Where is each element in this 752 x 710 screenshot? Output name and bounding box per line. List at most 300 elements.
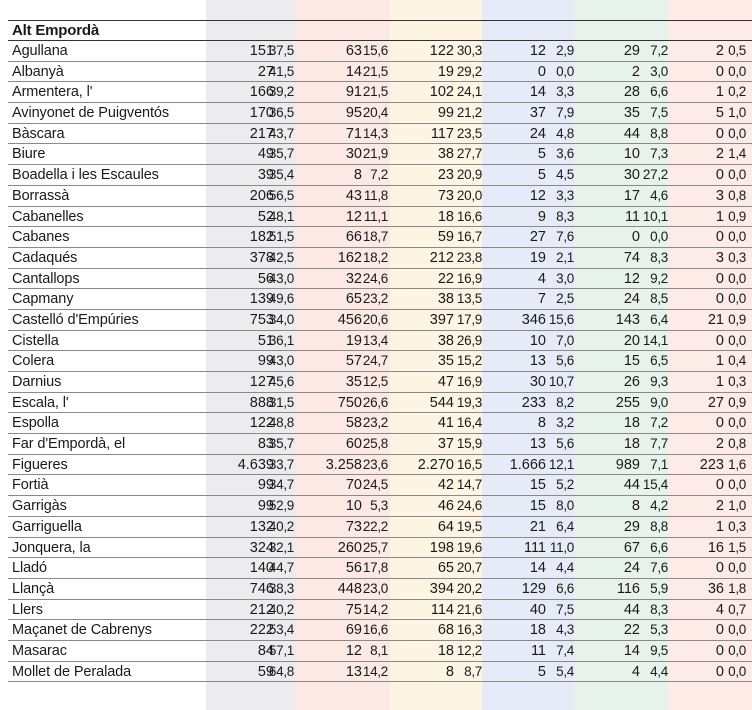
percent-cell: 43,7 (268, 125, 294, 141)
votes-cell: 43 (345, 187, 362, 204)
municipality-name: Avinyonet de Puigventós (12, 105, 170, 122)
table-row (8, 600, 752, 621)
percent-cell: 35,7 (268, 436, 294, 452)
percent-cell: 24,7 (362, 353, 388, 369)
percent-cell: 7,9 (556, 105, 574, 121)
votes-cell: 122 (429, 43, 454, 59)
percent-cell: 6,4 (556, 518, 574, 534)
votes-cell: 7 (537, 291, 546, 308)
votes-cell: 35 (437, 353, 454, 370)
percent-cell: 1,0 (728, 105, 746, 121)
votes-cell: 44 (623, 125, 640, 142)
percent-cell: 13,5 (456, 291, 482, 307)
percent-cell: 1,4 (728, 146, 746, 162)
percent-cell: 7,4 (556, 642, 574, 658)
percent-cell: 20,6 (362, 311, 388, 327)
percent-cell: 7,6 (650, 560, 668, 576)
municipality-name: Agullana (12, 43, 68, 59)
votes-cell: 0 (715, 229, 724, 246)
votes-cell: 35 (623, 105, 640, 122)
votes-cell: 9 (537, 208, 546, 225)
votes-cell: 2 (715, 436, 724, 453)
percent-cell: 4,2 (650, 498, 668, 514)
table-row (8, 517, 752, 538)
votes-cell: 2 (715, 498, 724, 515)
votes-cell: 14 (529, 560, 546, 577)
percent-cell: 8,3 (650, 249, 668, 265)
votes-cell: 69 (345, 622, 362, 639)
municipality-name: Cistella (12, 332, 59, 349)
votes-cell: 71 (345, 125, 362, 142)
votes-cell: 18 (529, 622, 546, 639)
votes-cell: 13 (529, 353, 546, 370)
percent-cell: 0,3 (728, 249, 746, 265)
percent-cell: 1,0 (728, 498, 746, 514)
percent-cell: 8,5 (650, 291, 668, 307)
votes-cell: 0 (715, 167, 724, 184)
votes-cell: 59 (257, 663, 274, 680)
votes-cell: 0 (715, 63, 724, 80)
percent-cell: 0,5 (728, 43, 746, 58)
table-row (8, 641, 752, 662)
votes-cell: 29 (623, 43, 640, 59)
votes-cell: 27 (707, 394, 724, 411)
percent-cell: 24,5 (362, 477, 388, 493)
votes-cell: 753 (249, 311, 274, 328)
votes-cell: 47 (437, 374, 454, 390)
votes-cell: 66 (345, 229, 362, 246)
percent-cell: 1,5 (728, 539, 746, 555)
percent-cell: 4,8 (556, 125, 574, 141)
percent-cell: 12,2 (456, 642, 482, 658)
votes-cell: 260 (337, 539, 362, 556)
votes-cell: 18 (623, 436, 640, 453)
votes-cell: 41 (437, 415, 454, 432)
table-body (8, 41, 752, 682)
percent-cell: 32,1 (268, 539, 294, 555)
votes-cell: 212 (249, 601, 274, 618)
municipality-name: Armentera, l' (12, 84, 93, 101)
percent-cell: 27,2 (642, 167, 668, 183)
votes-cell: 151 (249, 43, 274, 59)
percent-cell: 39,2 (268, 84, 294, 100)
percent-cell: 20,0 (456, 187, 482, 203)
percent-cell: 0,8 (728, 187, 746, 203)
percent-cell: 5,3 (650, 622, 668, 638)
votes-cell: 116 (616, 580, 640, 597)
votes-cell: 39 (257, 167, 274, 184)
votes-cell: 129 (521, 580, 546, 597)
percent-cell: 8,8 (650, 125, 668, 141)
votes-cell: 217 (249, 125, 274, 142)
percent-cell: 5,3 (370, 498, 388, 514)
votes-cell: 42 (437, 477, 454, 494)
municipality-name: Espolla (12, 415, 59, 432)
votes-cell: 397 (429, 311, 454, 328)
table-row (8, 124, 752, 145)
percent-cell: 15,4 (642, 477, 668, 493)
votes-cell: 206 (249, 187, 274, 204)
table-row (8, 331, 752, 352)
percent-cell: 48,1 (268, 208, 294, 224)
percent-cell: 10,7 (548, 374, 574, 389)
votes-cell: 14 (345, 63, 362, 80)
municipality-name: Cantallops (12, 270, 80, 287)
votes-cell: 37 (529, 105, 546, 122)
table-row (8, 558, 752, 579)
votes-cell: 2.270 (417, 456, 454, 473)
percent-cell: 27,7 (456, 146, 482, 162)
table-row (8, 165, 752, 186)
percent-cell: 0,0 (728, 270, 746, 286)
percent-cell: 45,6 (268, 374, 294, 389)
percent-cell: 23,2 (362, 415, 388, 431)
percent-cell: 5,6 (556, 436, 574, 452)
votes-cell: 21 (707, 311, 724, 328)
votes-cell: 17 (623, 187, 640, 204)
percent-cell: 14,2 (362, 663, 388, 679)
votes-cell: 22 (623, 622, 640, 639)
votes-cell: 40 (529, 601, 546, 618)
votes-cell: 888 (249, 394, 274, 411)
votes-cell: 2 (715, 43, 724, 59)
votes-cell: 95 (345, 105, 362, 122)
table-row (8, 207, 752, 228)
percent-cell: 9,2 (650, 270, 668, 286)
votes-cell: 3.258 (325, 456, 362, 473)
percent-cell: 26,9 (456, 332, 482, 348)
percent-cell: 7,0 (556, 332, 574, 348)
percent-cell: 15,6 (548, 311, 574, 327)
percent-cell: 12,5 (362, 374, 388, 389)
votes-cell: 15 (529, 477, 546, 494)
votes-cell: 4.639 (237, 456, 274, 473)
votes-cell: 0 (715, 560, 724, 577)
votes-cell: 14 (623, 642, 640, 659)
votes-cell: 99 (257, 353, 274, 370)
votes-cell: 68 (437, 622, 454, 639)
percent-cell: 24,6 (456, 498, 482, 514)
percent-cell: 36,1 (268, 332, 294, 348)
percent-cell: 6,4 (650, 311, 668, 327)
percent-cell: 0,9 (728, 208, 746, 224)
percent-cell: 16,6 (456, 208, 482, 224)
percent-cell: 0,9 (728, 311, 746, 327)
percent-cell: 24,6 (362, 270, 388, 286)
percent-cell: 7,2 (650, 415, 668, 431)
votes-cell: 21 (529, 518, 546, 535)
votes-cell: 84 (257, 642, 274, 659)
table-row (8, 103, 752, 124)
percent-cell: 14,7 (456, 477, 482, 493)
table-row (8, 372, 752, 393)
percent-cell: 37,5 (268, 43, 294, 58)
municipality-name: Llançà (12, 580, 55, 597)
percent-cell: 1,6 (728, 456, 746, 472)
votes-cell: 74 (623, 249, 640, 266)
percent-cell: 19,3 (456, 394, 482, 410)
percent-cell: 2,1 (556, 249, 574, 265)
percent-cell: 16,5 (456, 456, 482, 472)
votes-cell: 64 (437, 518, 454, 535)
votes-cell: 0 (715, 125, 724, 142)
votes-cell: 15 (623, 353, 640, 370)
table-row (8, 351, 752, 372)
votes-cell: 3 (715, 249, 724, 266)
votes-cell: 83 (257, 436, 274, 453)
votes-cell: 10 (345, 498, 362, 515)
votes-cell: 11 (624, 208, 640, 225)
percent-cell: 12,1 (548, 456, 574, 472)
municipality-name: Capmany (12, 291, 74, 308)
votes-cell: 8 (537, 415, 546, 432)
votes-cell: 0 (715, 642, 724, 659)
percent-cell: 14,2 (362, 601, 388, 617)
percent-cell: 3,6 (556, 146, 574, 162)
municipality-name: Cabanelles (12, 208, 84, 225)
percent-cell: 21,9 (362, 146, 388, 162)
votes-cell: 29 (623, 518, 640, 535)
votes-cell: 44 (623, 477, 640, 494)
votes-cell: 51 (257, 332, 274, 349)
municipality-name: Bàscara (12, 125, 65, 142)
percent-cell: 15,6 (362, 43, 388, 58)
votes-cell: 56 (345, 560, 362, 577)
percent-cell: 10,1 (642, 208, 668, 224)
municipality-name: Fortià (12, 477, 49, 494)
percent-cell: 23,8 (456, 249, 482, 265)
percent-cell: 7,2 (650, 43, 668, 58)
votes-cell: 73 (437, 187, 454, 204)
percent-cell: 6,6 (650, 84, 668, 100)
percent-cell: 7,5 (650, 105, 668, 121)
percent-cell: 7,2 (370, 167, 388, 183)
percent-cell: 33,7 (268, 456, 294, 472)
votes-cell: 24 (623, 291, 640, 308)
municipality-name: Garriguella (12, 518, 82, 535)
percent-cell: 5,4 (556, 663, 574, 679)
percent-cell: 3,3 (556, 187, 574, 203)
percent-cell: 25,8 (362, 436, 388, 452)
votes-cell: 30 (345, 146, 362, 163)
percent-cell: 0,8 (728, 436, 746, 452)
municipality-name: Garrigàs (12, 498, 67, 515)
percent-cell: 8,3 (556, 208, 574, 224)
percent-cell: 16,3 (456, 622, 482, 638)
votes-cell: 59 (437, 229, 454, 246)
votes-cell: 26 (623, 374, 640, 390)
votes-cell: 394 (429, 580, 454, 597)
percent-cell: 0,0 (728, 291, 746, 307)
percent-cell: 0,3 (728, 374, 746, 389)
votes-cell: 91 (345, 84, 362, 101)
votes-cell: 0 (715, 270, 724, 287)
percent-cell: 0,0 (728, 642, 746, 658)
votes-cell: 70 (345, 477, 362, 494)
percent-cell: 3,0 (650, 63, 668, 79)
votes-cell: 5 (537, 167, 546, 184)
percent-cell: 4,3 (556, 622, 574, 638)
votes-cell: 1 (715, 208, 724, 225)
percent-cell: 8,0 (556, 498, 574, 514)
percent-cell: 0,9 (728, 394, 746, 410)
percent-cell: 43,0 (268, 353, 294, 369)
municipality-name: Borrassà (12, 187, 70, 204)
percent-cell: 16,9 (456, 270, 482, 286)
percent-cell: 0,0 (728, 125, 746, 141)
municipality-name: Llers (12, 601, 43, 618)
municipality-name: Darnius (12, 374, 62, 390)
votes-cell: 19 (529, 249, 546, 266)
percent-cell: 16,4 (456, 415, 482, 431)
table-row (8, 310, 752, 331)
table-row (8, 289, 752, 310)
percent-cell: 4,4 (650, 663, 668, 679)
table-row (8, 662, 752, 683)
table-row (8, 538, 752, 559)
votes-cell: 212 (429, 249, 454, 266)
table-row (8, 186, 752, 207)
votes-cell: 19 (437, 63, 454, 80)
table-row (8, 227, 752, 248)
percent-cell: 23,5 (456, 125, 482, 141)
percent-cell: 11,1 (363, 208, 388, 224)
votes-cell: 0 (537, 63, 546, 80)
votes-cell: 57 (345, 353, 362, 370)
votes-cell: 223 (699, 456, 724, 473)
votes-cell: 2 (631, 63, 640, 80)
votes-cell: 102 (429, 84, 454, 101)
votes-cell: 0 (631, 229, 640, 246)
votes-cell: 448 (337, 580, 362, 597)
percent-cell: 0,2 (728, 84, 746, 100)
votes-cell: 2 (715, 146, 724, 163)
divider (8, 20, 752, 21)
votes-cell: 99 (257, 498, 274, 515)
votes-cell: 73 (345, 518, 362, 535)
votes-cell: 15 (529, 498, 546, 515)
percent-cell: 41,5 (268, 63, 294, 79)
votes-cell: 18 (437, 642, 454, 659)
percent-cell: 8,3 (650, 601, 668, 617)
votes-cell: 58 (345, 415, 362, 432)
percent-cell: 0,0 (728, 415, 746, 431)
percent-cell: 13,4 (362, 332, 388, 348)
percent-cell: 16,9 (456, 374, 482, 389)
votes-cell: 46 (437, 498, 454, 515)
percent-cell: 31,5 (268, 394, 294, 410)
votes-cell: 143 (615, 311, 640, 328)
percent-cell: 0,0 (728, 229, 746, 245)
votes-cell: 24 (623, 560, 640, 577)
votes-cell: 162 (337, 249, 362, 266)
votes-cell: 140 (249, 560, 274, 577)
votes-cell: 324 (249, 539, 274, 556)
percent-cell: 8,7 (464, 663, 482, 679)
percent-cell: 52,9 (268, 498, 294, 514)
percent-cell: 9,0 (650, 394, 668, 410)
table-row (8, 434, 752, 455)
percent-cell: 53,4 (268, 622, 294, 638)
votes-cell: 0 (715, 622, 724, 639)
percent-cell: 24,1 (456, 84, 482, 100)
votes-cell: 8 (353, 167, 362, 184)
percent-cell: 8,8 (650, 518, 668, 534)
votes-cell: 1 (715, 353, 724, 370)
percent-cell: 3,0 (556, 270, 574, 286)
table-row (8, 496, 752, 517)
votes-cell: 67 (623, 539, 640, 556)
percent-cell: 0,4 (728, 353, 746, 369)
votes-cell: 3 (715, 187, 724, 204)
votes-cell: 65 (437, 560, 454, 577)
percent-cell: 7,5 (556, 601, 574, 617)
municipality-name: Masarac (12, 642, 67, 659)
percent-cell: 16,6 (362, 622, 388, 638)
votes-cell: 19 (345, 332, 362, 349)
municipality-name: Castelló d'Empúries (12, 311, 139, 328)
votes-cell: 38 (437, 332, 454, 349)
section-title: Alt Empordà (12, 22, 99, 39)
municipality-name: Biure (12, 146, 46, 163)
percent-cell: 42,5 (268, 249, 294, 265)
percent-cell: 21,2 (456, 105, 482, 121)
percent-cell: 0,0 (728, 622, 746, 638)
table-row (8, 579, 752, 600)
percent-cell: 34,0 (268, 311, 294, 327)
percent-cell: 3,3 (556, 84, 574, 100)
votes-cell: 56 (257, 270, 274, 287)
votes-cell: 12 (345, 208, 362, 225)
votes-cell: 117 (430, 125, 454, 142)
percent-cell: 0,0 (728, 167, 746, 183)
percent-cell: 35,4 (268, 167, 294, 183)
votes-cell: 378 (249, 249, 274, 266)
percent-cell: 0,0 (728, 663, 746, 679)
percent-cell: 38,3 (268, 580, 294, 596)
percent-cell: 20,9 (456, 167, 482, 183)
table-row (8, 413, 752, 434)
percent-cell: 5,2 (556, 477, 574, 493)
percent-cell: 9,3 (650, 374, 668, 389)
votes-cell: 5 (537, 146, 546, 163)
percent-cell: 7,7 (650, 436, 668, 452)
percent-cell: 0,0 (728, 560, 746, 576)
municipality-name: Mollet de Peralada (12, 663, 132, 680)
votes-cell: 20 (623, 332, 640, 349)
votes-cell: 63 (345, 43, 362, 59)
percent-cell: 43,0 (268, 270, 294, 286)
table-row (8, 393, 752, 414)
votes-cell: 122 (249, 415, 274, 432)
percent-cell: 29,2 (456, 63, 482, 79)
percent-cell: 44,7 (268, 560, 294, 576)
percent-cell: 14,1 (642, 332, 668, 348)
percent-cell: 23,6 (362, 456, 388, 472)
votes-cell: 132 (249, 518, 274, 535)
votes-cell: 1 (715, 518, 724, 535)
votes-cell: 35 (345, 374, 362, 390)
votes-cell: 52 (257, 208, 274, 225)
votes-cell: 13 (345, 663, 362, 680)
votes-cell: 65 (345, 291, 362, 308)
percent-cell: 56,5 (268, 187, 294, 203)
votes-cell: 255 (615, 394, 640, 411)
percent-cell: 48,8 (268, 415, 294, 431)
votes-cell: 8 (631, 498, 640, 515)
votes-cell: 1 (715, 374, 724, 390)
votes-cell: 12 (529, 187, 546, 204)
